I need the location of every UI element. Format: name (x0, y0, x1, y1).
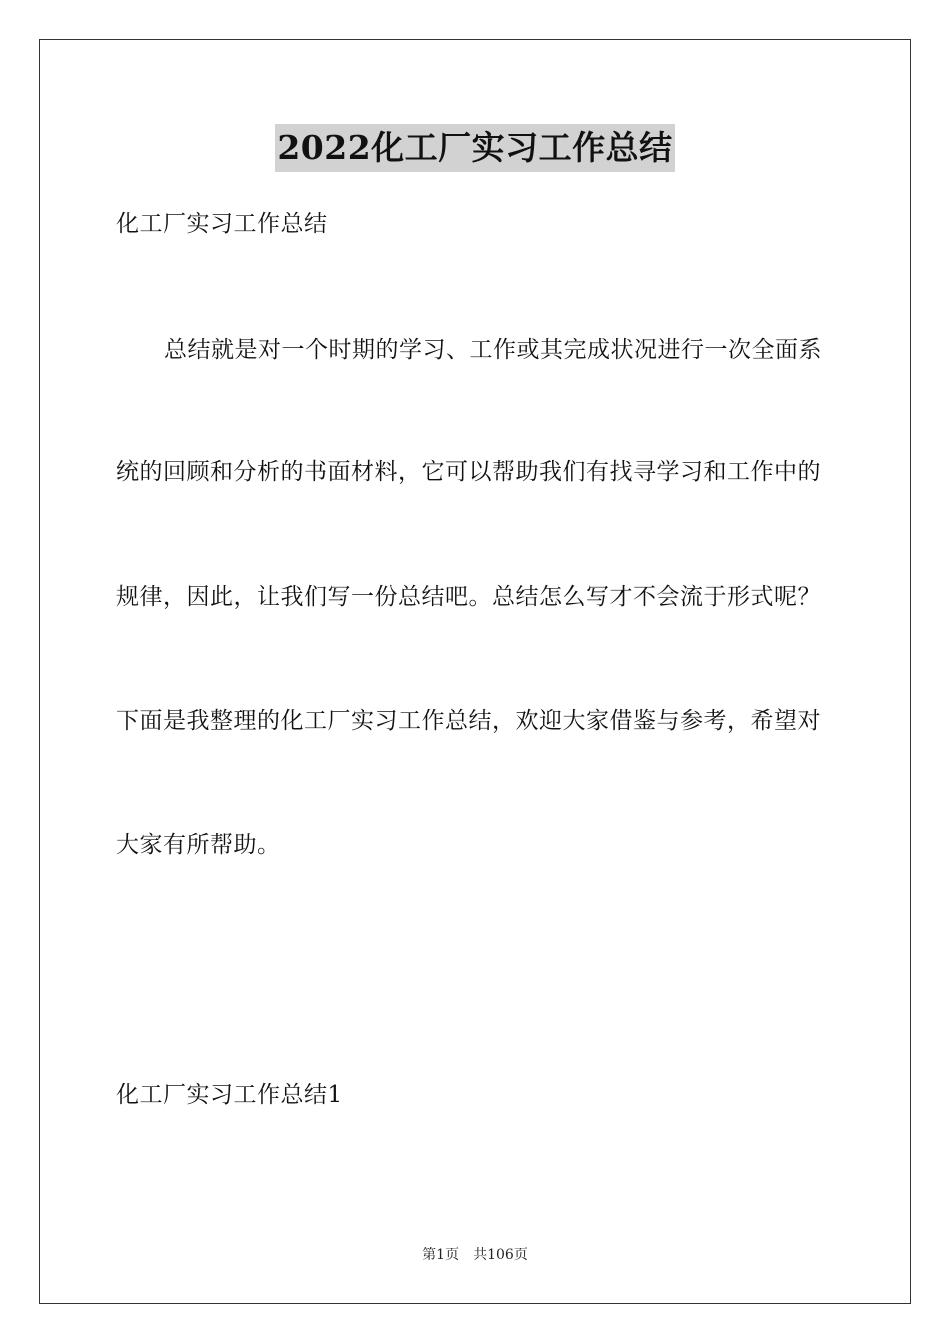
paragraph-line-2: 统的回顾和分析的书面材料，它可以帮助我们有找寻学习和工作中的 (116, 459, 821, 485)
page-footer (0, 1245, 950, 1265)
document-subheading: 化工厂实习工作总结 (116, 211, 328, 237)
paragraph-line-4: 下面是我整理的化工厂实习工作总结，欢迎大家借鉴与参考，希望对 (116, 708, 821, 734)
document-title: 2022化工厂实习工作总结 (275, 124, 674, 172)
title-container (0, 124, 950, 172)
paragraph-line-1: 总结就是对一个时期的学习、工作或其完成状况进行一次全面系 (164, 337, 822, 363)
paragraph-line-3: 规律，因此，让我们写一份总结吧。总结怎么写才不会流于形式呢？ (116, 584, 821, 610)
section-heading: 化工厂实习工作总结1 (116, 1082, 343, 1108)
page-total: 共106页 (473, 1247, 528, 1263)
page-number: 第1页 (422, 1247, 460, 1263)
paragraph-line-5: 大家有所帮助。 (116, 832, 281, 858)
